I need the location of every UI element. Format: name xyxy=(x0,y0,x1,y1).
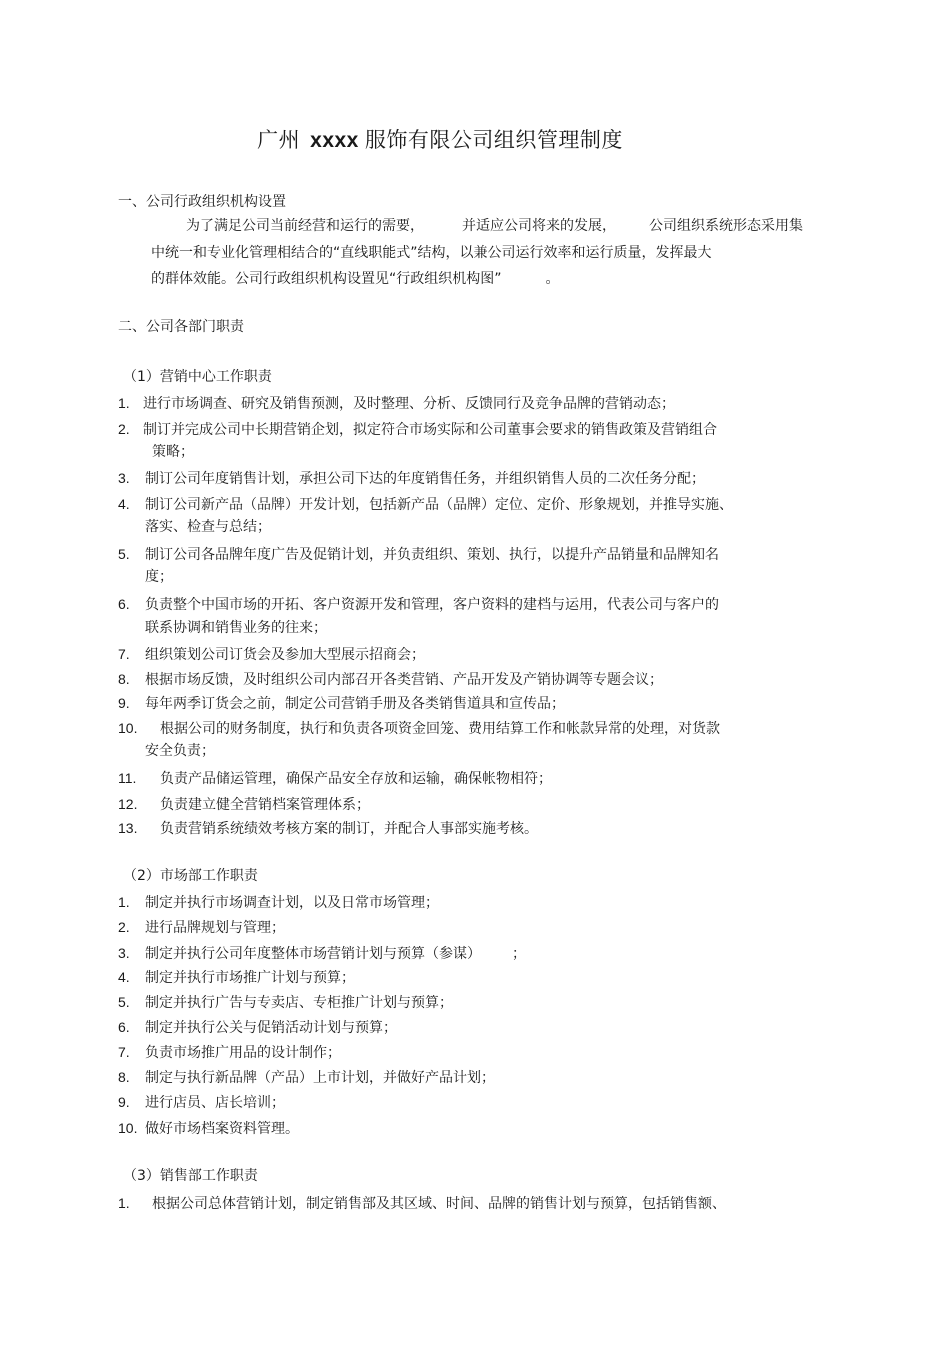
document-title xyxy=(0,124,880,154)
item-text: 负责营销系统绩效考核方案的制订，并配合人事部实施考核。 xyxy=(160,821,538,837)
item-number: 1. xyxy=(118,894,130,910)
list-item xyxy=(118,595,719,614)
item-text: 根据市场反馈，及时组织公司内部召开各类营销、产品开发及产销协调等专题会议； xyxy=(145,672,663,688)
item-text: 负责整个中国市场的开拓、客户资源开发和管理，客户资料的建档与运用，代表公司与客户的 xyxy=(145,597,719,613)
item-text: 进行品牌规划与管理； xyxy=(145,920,285,936)
item-tail: ； xyxy=(512,946,526,962)
item-number: 13. xyxy=(118,820,138,836)
item-number: 11. xyxy=(118,770,137,786)
list-item xyxy=(118,1119,299,1138)
paragraph-fragment: 并适应公司将来的发展， xyxy=(462,218,616,234)
title-main: 服饰有限公司组织管理制度 xyxy=(364,128,623,152)
item-text: 制定并执行公关与促销活动计划与预算； xyxy=(145,1020,397,1036)
item-continuation: 策略； xyxy=(152,444,194,460)
item-continuation: 联系协调和销售业务的往来； xyxy=(145,620,327,636)
item-number: 10. xyxy=(118,720,138,736)
list-item xyxy=(118,1068,495,1087)
item-continuation: 度； xyxy=(145,569,173,585)
item-text: 制订公司新产品（品牌）开发计划，包括新产品（品牌）定位、定价、形象规划，并推导实施、 xyxy=(145,497,733,513)
item-text: 负责市场推广用品的设计制作； xyxy=(145,1045,341,1061)
item-number: 1. xyxy=(118,395,130,411)
item-text: 组织策划公司订货会及参加大型展示招商会； xyxy=(145,647,425,663)
item-number: 9. xyxy=(118,695,130,711)
subsection-heading: （1）营销中心工作职责 xyxy=(123,369,272,385)
list-item xyxy=(118,1018,397,1037)
item-text: 制订公司年度销售计划，承担公司下达的年度销售任务，并组织销售人员的二次任务分配； xyxy=(145,471,705,487)
list-item xyxy=(118,469,705,488)
paragraph-fragment: 公司组织系统形态采用集 xyxy=(649,218,803,234)
list-item xyxy=(118,918,285,937)
item-number: 6. xyxy=(118,596,130,612)
item-number: 2. xyxy=(118,421,130,437)
title-company-placeholder: xxxx xyxy=(310,129,359,152)
subsection-heading: （3）销售部工作职责 xyxy=(123,1168,258,1184)
item-text: 负责产品储运管理，确保产品安全存放和运输，确保帐物相符； xyxy=(160,771,552,787)
list-item xyxy=(118,819,538,838)
list-item xyxy=(118,1043,341,1062)
list-item xyxy=(118,670,663,689)
item-text: 每年两季订货会之前，制定公司营销手册及各类销售道具和宣传品； xyxy=(145,696,565,712)
item-number: 4. xyxy=(118,496,130,512)
paragraph-line: 中统一和专业化管理相结合的“直线职能式”结构，以兼公司运行效率和运行质量，发挥最大 xyxy=(151,245,712,261)
item-number: 3. xyxy=(118,945,130,961)
list-item xyxy=(118,1194,726,1213)
item-number: 9. xyxy=(118,1094,130,1110)
paragraph-line xyxy=(151,270,560,288)
item-text: 负责建立健全营销档案管理体系； xyxy=(160,797,370,813)
item-text: 做好市场档案资料管理。 xyxy=(145,1121,299,1137)
list-item xyxy=(118,420,717,439)
item-text: 制订公司各品牌年度广告及促销计划，并负责组织、策划、执行，以提升产品销量和品牌知名 xyxy=(145,547,719,563)
list-item xyxy=(118,545,719,564)
list-item xyxy=(118,495,733,514)
item-continuation: 落实、检查与总结； xyxy=(145,519,271,535)
item-text: 制定并执行广告与专卖店、专柜推广计划与预算； xyxy=(145,995,453,1011)
item-number: 10. xyxy=(118,1120,138,1136)
item-number: 3. xyxy=(118,470,130,486)
item-text: 进行市场调查、研究及销售预测，及时整理、分析、反馈同行及竞争品牌的营销动态； xyxy=(143,396,675,412)
section-heading: 一、公司行政组织机构设置 xyxy=(118,194,286,210)
item-number: 2. xyxy=(118,919,130,935)
item-number: 4. xyxy=(118,969,130,985)
item-number: 8. xyxy=(118,1069,130,1085)
item-text: 根据公司总体营销计划，制定销售部及其区域、时间、品牌的销售计划与预算，包括销售额、 xyxy=(152,1196,726,1212)
item-text: 制定并执行公司年度整体市场营销计划与预算（参谋） xyxy=(145,946,474,962)
list-item xyxy=(118,645,425,664)
list-item xyxy=(118,795,370,814)
item-number: 7. xyxy=(118,1044,130,1060)
list-item xyxy=(118,719,720,738)
paragraph-fragment: 为了满足公司当前经营和运行的需要， xyxy=(186,218,424,234)
item-text: 制订并完成公司中长期营销企划，拟定符合市场实际和公司董事会要求的销售政策及营销组合 xyxy=(143,422,717,438)
list-item xyxy=(118,893,439,912)
item-number: 5. xyxy=(118,546,130,562)
item-text: 制定与执行新品牌（产品）上市计划，并做好产品计划； xyxy=(145,1070,495,1086)
list-item xyxy=(118,694,565,713)
item-number: 12. xyxy=(118,796,138,812)
paragraph-fragment: 。 xyxy=(545,271,560,287)
item-number: 6. xyxy=(118,1019,130,1035)
item-text: 制定并执行市场推广计划与预算； xyxy=(145,970,355,986)
item-number: 7. xyxy=(118,646,130,662)
section-heading: 二、公司各部门职责 xyxy=(118,319,244,335)
item-text: 根据公司的财务制度，执行和负责各项资金回笼、费用结算工作和帐款异常的处理，对货款 xyxy=(160,721,720,737)
list-item xyxy=(118,394,675,413)
item-number: 5. xyxy=(118,994,130,1010)
list-item xyxy=(118,993,453,1012)
item-number: 1. xyxy=(118,1195,130,1211)
list-item xyxy=(118,944,526,963)
title-city: 广州 xyxy=(257,128,301,152)
paragraph-line xyxy=(186,217,803,235)
item-number: 8. xyxy=(118,671,130,687)
list-item xyxy=(118,968,355,987)
subsection-heading: （2）市场部工作职责 xyxy=(123,868,258,884)
item-continuation: 安全负责； xyxy=(145,743,215,759)
item-text: 进行店员、店长培训； xyxy=(145,1095,285,1111)
list-item xyxy=(118,769,552,788)
item-text: 制定并执行市场调查计划，以及日常市场管理； xyxy=(145,895,439,911)
paragraph-fragment: 的群体效能。公司行政组织机构设置见“行政组织机构图” xyxy=(151,271,502,287)
list-item xyxy=(118,1093,285,1112)
